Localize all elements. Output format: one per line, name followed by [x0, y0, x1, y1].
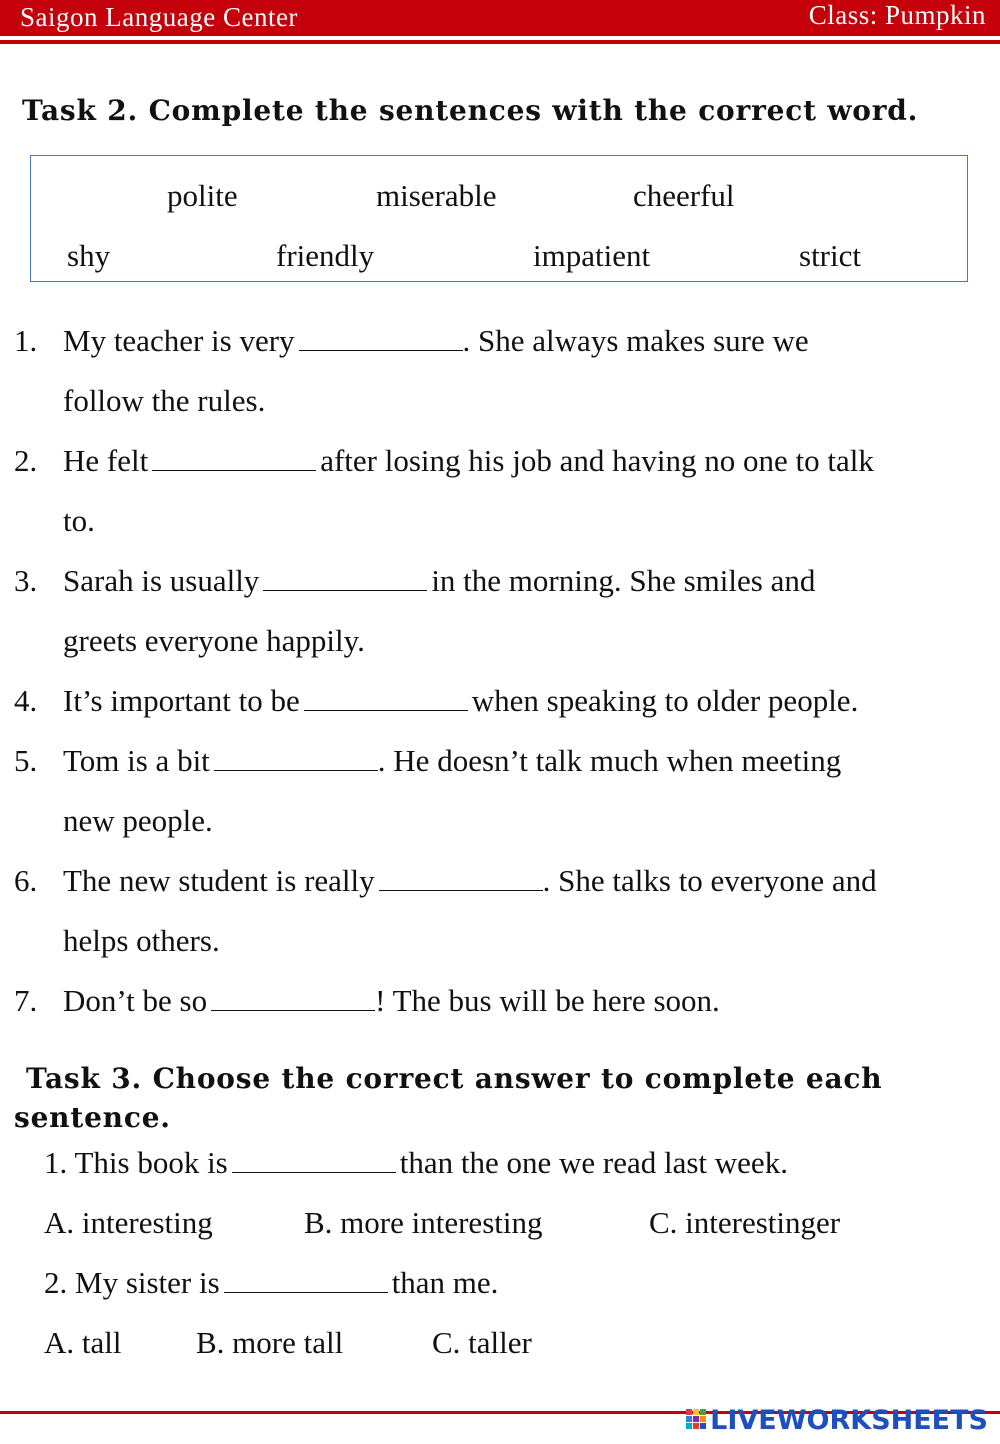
task2-title: Task 2. Complete the sentences with the correct word. [22, 94, 919, 127]
answer-blank[interactable] [214, 746, 378, 771]
logo-text: LIVEWORKSHEETS [710, 1404, 988, 1436]
answer-option[interactable]: B. more tall [196, 1325, 344, 1360]
item-text: My teacher is very [63, 323, 295, 358]
word-bank-item: polite [167, 178, 238, 213]
answer-option[interactable]: A. interesting [44, 1205, 213, 1240]
question-text: This book is [74, 1145, 228, 1180]
answer-option[interactable]: C. taller [432, 1325, 532, 1360]
item-continuation: follow the rules. [63, 383, 266, 418]
question-text: than the one we read last week. [399, 1145, 788, 1180]
item-text: He felt [63, 443, 149, 478]
answer-blank[interactable] [232, 1148, 396, 1173]
item-number: 1. [14, 323, 38, 358]
item-continuation: greets everyone happily. [63, 623, 365, 658]
item-text: . She always makes sure we [462, 323, 809, 358]
item-number: 3. [14, 563, 38, 598]
answer-blank[interactable] [152, 446, 316, 471]
answer-blank[interactable] [224, 1268, 388, 1293]
class-label: Class: Pumpkin [808, 0, 986, 30]
word-bank-item: strict [799, 238, 861, 273]
item-continuation: helps others. [63, 923, 220, 958]
item-number: 2. [14, 443, 38, 478]
item-text: . He doesn’t talk much when meeting [377, 743, 842, 778]
item-text: ! The bus will be here soon. [375, 983, 720, 1018]
header-rule [0, 40, 1000, 44]
question-number: 2. [44, 1265, 68, 1300]
item-text: The new student is really [63, 863, 375, 898]
item-number: 6. [14, 863, 38, 898]
task3-title: Task 3. Choose the correct answer to complete each [26, 1062, 883, 1095]
item-text: It’s important to be [63, 683, 300, 718]
answer-blank[interactable] [304, 686, 468, 711]
answer-blank[interactable] [263, 566, 427, 591]
answer-blank[interactable] [211, 986, 375, 1011]
word-bank-item: impatient [533, 238, 651, 273]
word-bank-item: friendly [276, 238, 375, 273]
item-text: Tom is a bit [63, 743, 210, 778]
item-number: 5. [14, 743, 38, 778]
question-text: than me. [391, 1265, 499, 1300]
question-text: My sister is [75, 1265, 220, 1300]
item-text: in the morning. She smiles and [431, 563, 816, 598]
task3-title-cont: sentence. [14, 1101, 171, 1134]
answer-blank[interactable] [299, 326, 463, 351]
item-text: after losing his job and having no one to talk [320, 443, 874, 478]
word-bank-item: miserable [376, 178, 497, 213]
item-number: 4. [14, 683, 38, 718]
task3-question-1 [44, 1145, 788, 1181]
task3-question-2 [44, 1265, 498, 1301]
word-bank [30, 155, 968, 282]
school-name: Saigon Language Center [20, 2, 298, 32]
answer-blank[interactable] [379, 866, 543, 891]
word-bank-item: shy [67, 238, 111, 273]
item-continuation: to. [63, 503, 95, 538]
item-text: Sarah is usually [63, 563, 260, 598]
answer-option[interactable]: A. tall [44, 1325, 122, 1360]
answer-option[interactable]: C. interestinger [649, 1205, 841, 1240]
question-number: 1. [44, 1145, 68, 1180]
item-number: 7. [14, 983, 38, 1018]
item-text: when speaking to older people. [471, 683, 859, 718]
liveworksheets-logo [686, 1404, 988, 1436]
answer-option[interactable]: B. more interesting [304, 1205, 543, 1240]
liveworksheets-logo-icon [686, 1407, 708, 1433]
header-bar [0, 0, 1000, 36]
item-text: Don’t be so [63, 983, 208, 1018]
word-bank-item: cheerful [633, 178, 735, 213]
item-text: . She talks to everyone and [542, 863, 877, 898]
item-continuation: new people. [63, 803, 213, 838]
